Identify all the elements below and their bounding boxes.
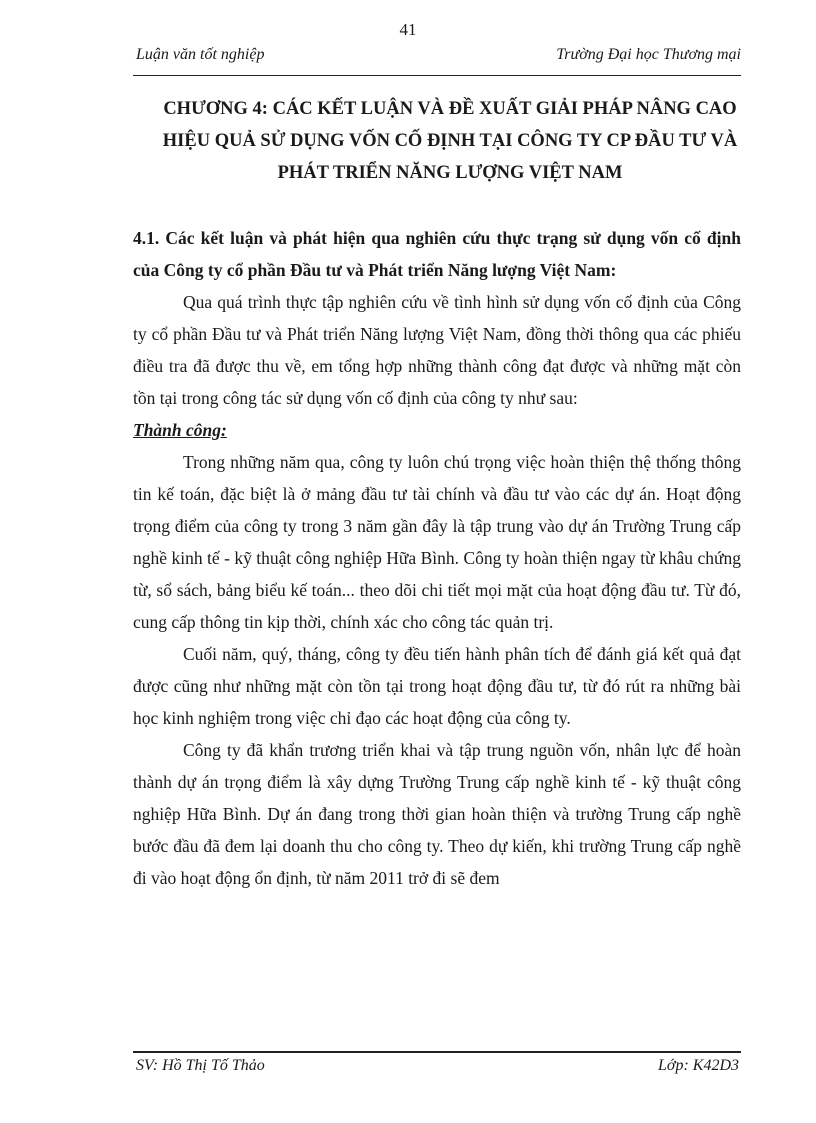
body-paragraph: Cuối năm, quý, tháng, công ty đều tiến hành phân tích để đánh giá kết quả đạt được cũng như những mặt còn tồn tại trong hoạt động đầu tư, từ đó rút ra những bài học kinh nghiệm trong việc chỉ đạo các hoạt động của công ty. (133, 644, 741, 728)
footer-student: SV: Hồ Thị Tố Thảo (136, 1057, 265, 1074)
body-paragraph: Trong những năm qua, công ty luôn chú trọng việc hoàn thiện thệ thống thông tin kế toán, đặc biệt là ở mảng đầu tư tài chính và đầu tư vào các dự án. Hoạt động trọng điểm của công ty trong 3 năm gần đây là tập trung vào dự án Trường Trung cấp nghề kinh tế - kỹ thuật công nghiệp Hữa Bình. Công ty hoàn thiện ngay từ khâu chứng từ, sổ sách, bảng biểu kế toán... theo dõi chi tiết mọi mặt của hoạt động đầu tư. Từ đó, cung cấp thông tin kịp thời, chính xác cho công tác quản trị. (133, 452, 741, 632)
footer-divider (133, 1051, 741, 1053)
chapter-title: CHƯƠNG 4: CÁC KẾT LUẬN VÀ ĐỀ XUẤT GIẢI PHÁP NÂNG CAO HIỆU QUẢ SỬ DỤNG VỐN CỐ ĐỊNH TẠI CÔNG TY CP ĐẦU TƯ VÀ PHÁT TRIỂN NĂNG LƯỢNG VIỆT NAM (162, 99, 738, 183)
section-heading: 4.1. Các kết luận và phát hiện qua nghiên cứu thực trạng sử dụng vốn cố định của Công ty cổ phần Đầu tư và Phát triển Năng lượng Việt Nam: (133, 228, 741, 280)
header-divider (133, 75, 741, 76)
header-thesis-label: Luận văn tốt nghiệp (136, 46, 265, 63)
success-subheading: Thành công: (133, 420, 227, 440)
body-paragraph: Công ty đã khẩn trương triển khai và tập trung nguồn vốn, nhân lực để hoàn thành dự án trọng điểm là xây dựng Trường Trung cấp nghề kinh tế - kỹ thuật công nghiệp Hữa Bình. Dự án đang trong thời gian hoàn thiện và trường Trung cấp nghề bước đầu đã đem lại doanh thu cho công ty. Theo dự kiến, khi trường Trung cấp nghề đi vào hoạt động ổn định, từ năm 2011 trở đi sẽ đem (133, 740, 741, 888)
intro-paragraph: Qua quá trình thực tập nghiên cứu về tình hình sử dụng vốn cố định của Công ty cổ phần Đầu tư và Phát triển Năng lượng Việt Nam, đồng thời thông qua các phiếu điều tra đã được thu về, em tổng hợp những thành công đạt được và những mặt còn tồn tại trong công tác sử dụng vốn cố định của công ty như sau: (133, 292, 741, 408)
body-content (133, 222, 741, 894)
header-university: Trường Đại học Thương mại (556, 46, 741, 63)
page-number: 41 (399, 20, 417, 39)
footer-class: Lớp: K42D3 (658, 1057, 739, 1074)
